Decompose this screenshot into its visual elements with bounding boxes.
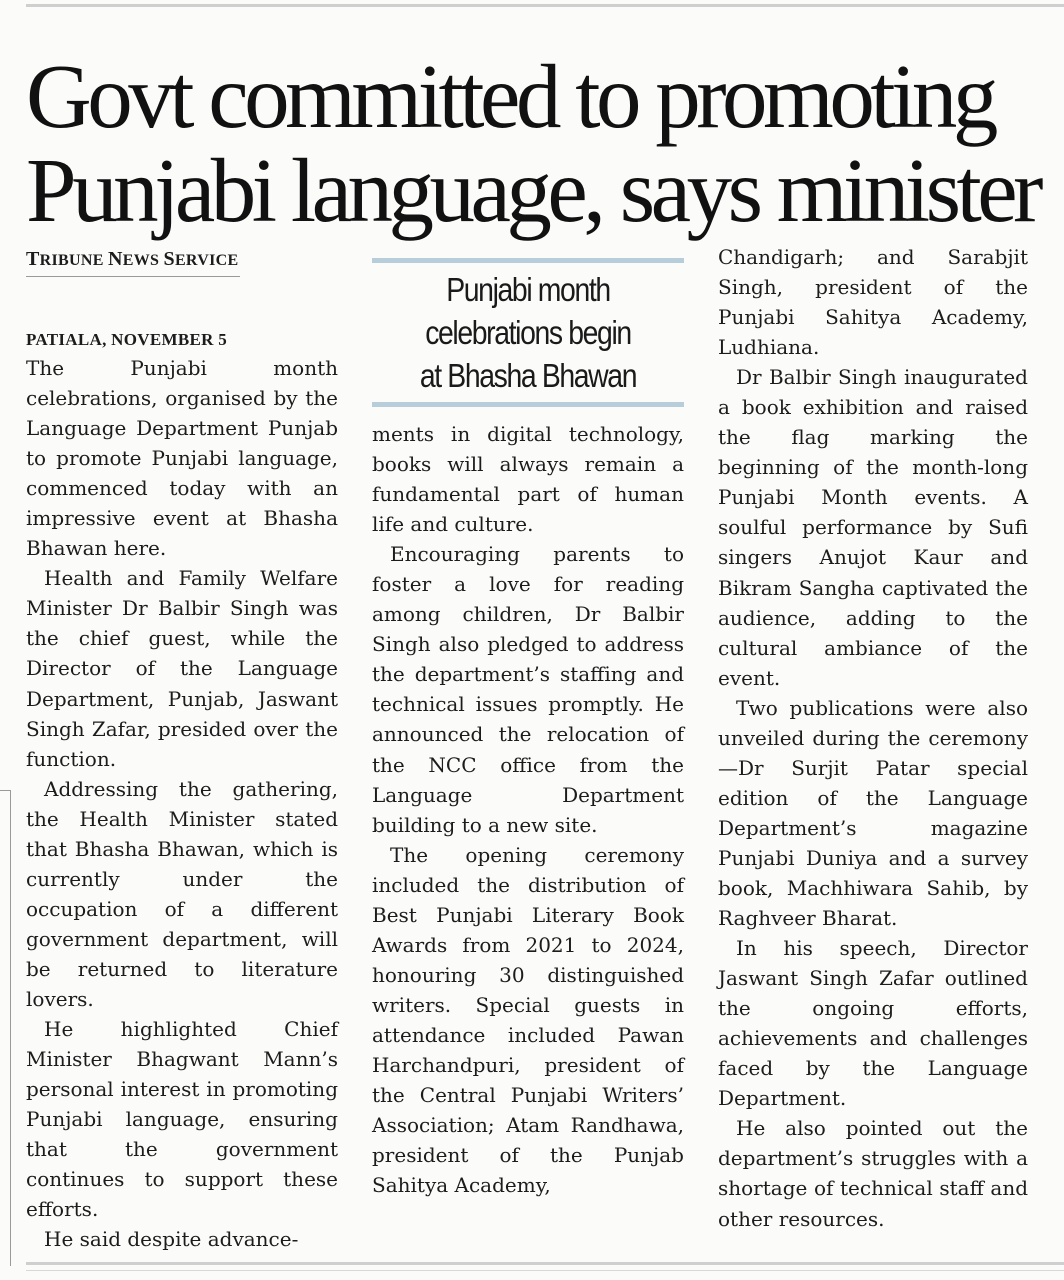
paragraph: He also pointed out the department’s struggles with a shortage of technical staff and other resources. [718, 1116, 1028, 1231]
paragraph: The Punjabi month celebrations, organised by the Language Department Punjab to promote Punjabi language, commenced today with an impressive event at Bhasha Bhawan here. [26, 356, 338, 561]
pull-quote-line-1: Punjabi month [446, 271, 610, 308]
pull-quote-line-2: celebrations begin [425, 314, 631, 351]
article-column-2 [372, 242, 684, 1200]
paragraph: Two publications were also unveiled during the ceremony —Dr Surjit Patar special edition of the Language Department’s magazine Punjabi Duniya and a survey book, Machhiwara Sahib, by Raghveer Bharat. [718, 695, 1028, 931]
headline-line-2: Punjabi language, says minister [26, 140, 1039, 241]
pull-quote-line-3: at Bhasha Bhawan [419, 357, 637, 394]
paragraph: He said despite advance- [44, 1227, 299, 1252]
paragraph: In his speech, Director Jaswant Singh Zafar outlined the ongoing efforts, achievements and challenges faced by the Language Department. [718, 936, 1028, 1111]
paragraph: Encouraging parents to foster a love for reading among children, Dr Balbir Singh also pledged to address the department’s staffing and technical issues promptly. He announced the relocation of the NCC office from the Language Department building to a new site. [372, 542, 684, 837]
paragraph: Health and Family Welfare Minister Dr Balbir Singh was the chief guest, while the Director of the Language Department, Punjab, Jaswant Singh Zafar, presided over the function. [26, 566, 338, 771]
byline-cap-1: T [26, 248, 40, 270]
top-rule [26, 4, 1064, 7]
headline [26, 46, 1056, 241]
paragraph: Addressing the gathering, the Health Minister stated that Bhasha Bhawan, which is currently under the occupation of a different government department, will be returned to literature lovers. [26, 776, 338, 1011]
article-column-3 [718, 242, 1028, 1234]
paragraph: The opening ceremony included the distribution of Best Punjabi Literary Book Awards from 2021 to 2024, honouring 30 distinguished writers. Special guests in attendance included Pawan Harchandpuri, president of the Central Punjabi Writers’ Association; Atam Randhawa, president of the Punjab Sahitya Academy, [372, 842, 684, 1198]
pull-quote-text [394, 268, 662, 397]
adjacent-article-border [0, 790, 11, 1266]
bottom-rule [26, 1262, 1064, 1265]
paragraph: Chandigarh; and Sarabjit Singh, president of the Punjabi Sahitya Academy, Ludhiana. [718, 245, 1028, 360]
headline-line-1: Govt committed to promoting [26, 46, 994, 147]
byline [26, 242, 240, 277]
byline-sc-3: ERVICE [174, 252, 239, 269]
bottom-rule-thin [26, 1270, 1064, 1271]
paragraph: He highlighted Chief Minister Bhagwant Mann’s personal interest in promoting Punjabi language, ensuring that the government continues to support these efforts. [26, 1017, 338, 1222]
paragraph: Dr Balbir Singh inaugurated a book exhibition and raised the flag marking the beginning of the month-long Punjabi Month events. A soulful performance by Sufi singers Anujot Kaur and Bikram Sangha captivated the audience, adding to the cultural ambiance of the event. [718, 365, 1028, 690]
pull-quote-rule-top [372, 258, 684, 263]
byline-cap-3: S [163, 248, 175, 270]
pull-quote [372, 242, 684, 399]
pull-quote-rule-bottom [372, 402, 684, 407]
byline-sc-1: RIBUNE [39, 252, 108, 269]
byline-sc-2: EWS [122, 252, 164, 269]
dateline: PATIALA, NOVEMBER 5 [26, 330, 228, 349]
paragraph: ments in digital technology, books will always remain a fundamental part of human life and culture. [372, 422, 684, 537]
article-column-1 [26, 242, 338, 1254]
byline-cap-2: N [107, 248, 123, 270]
